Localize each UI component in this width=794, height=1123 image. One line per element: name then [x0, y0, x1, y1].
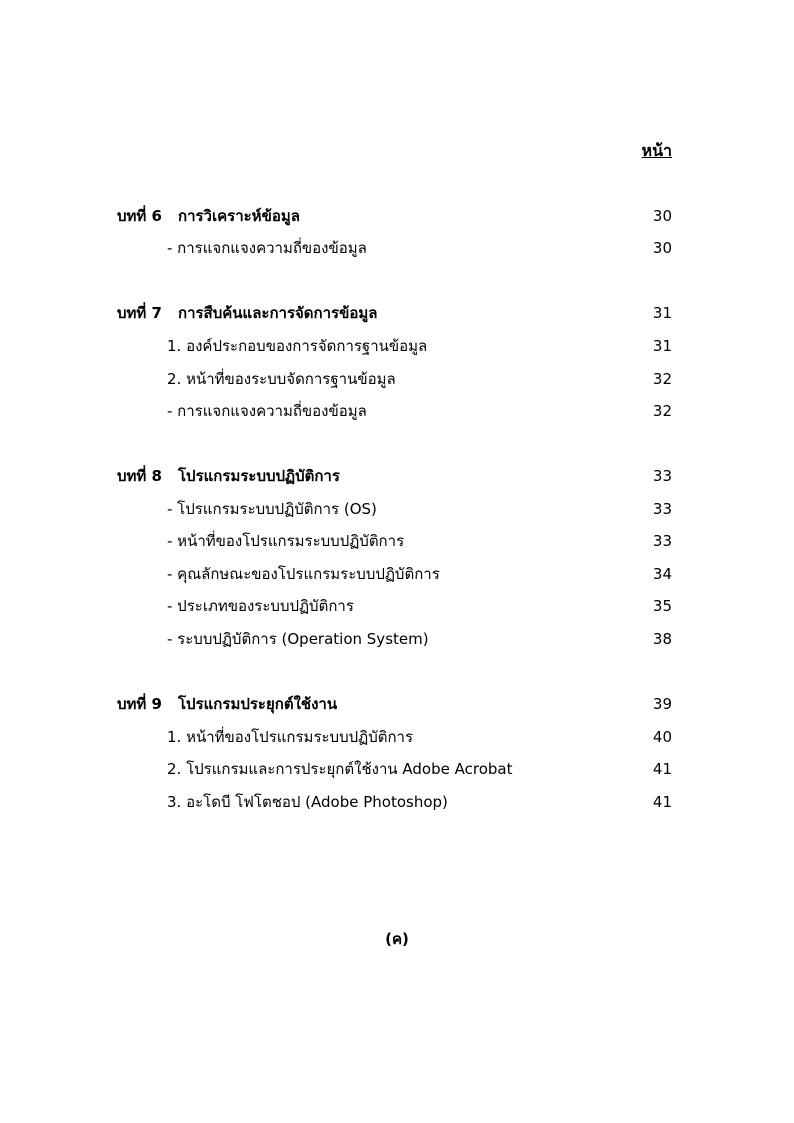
entry-title: - หน้าที่ของโปรแกรมระบบปฏิบัติการ	[167, 532, 405, 550]
entry-page-number: 35	[652, 597, 672, 615]
entry-title: การวิเคราะห์ข้อมูล	[178, 207, 300, 225]
entry-title: โปรแกรมประยุกต์ใช้งาน	[178, 695, 338, 713]
entry-title: - การแจกแจงความถี่ของข้อมูล	[167, 239, 367, 257]
toc-item-row	[0, 595, 794, 617]
entry-page-number: 39	[652, 695, 672, 713]
toc-chapter-row	[0, 465, 794, 487]
toc-chapter-row	[0, 693, 794, 715]
entry-title: - คุณลักษณะของโปรแกรมระบบปฏิบัติการ	[167, 565, 440, 583]
entry-page-number: 30	[652, 239, 672, 257]
entry-page-number: 33	[652, 467, 672, 485]
entry-title: - ประเภทของระบบปฏิบัติการ	[167, 597, 354, 615]
toc-item-row	[0, 791, 794, 813]
toc-item-row	[0, 758, 794, 780]
entry-page-number: 33	[652, 532, 672, 550]
entry-page-number: 31	[652, 304, 672, 322]
entry-page-number: 32	[652, 402, 672, 420]
entry-page-number: 33	[652, 500, 672, 518]
toc-item-row	[0, 530, 794, 552]
toc-item-row	[0, 628, 794, 650]
entry-title: 1. หน้าที่ของโปรแกรมระบบปฏิบัติการ	[167, 728, 414, 746]
toc-item-row	[0, 498, 794, 520]
entry-page-number: 31	[652, 337, 672, 355]
toc-chapter-row	[0, 302, 794, 324]
entry-page-number: 38	[652, 630, 672, 648]
entry-title: 1. องค์ประกอบของการจัดการฐานข้อมูล	[167, 337, 428, 355]
entry-title: 3. อะโดบี โฟโตชอป (Adobe Photoshop)	[167, 793, 448, 811]
entry-title: การสืบค้นและการจัดการข้อมูล	[178, 304, 378, 322]
toc-chapter-row	[0, 205, 794, 227]
entry-title: - การแจกแจงความถี่ของข้อมูล	[167, 402, 367, 420]
entry-title: - โปรแกรมระบบปฏิบัติการ (OS)	[167, 500, 377, 518]
toc-item-row	[0, 726, 794, 748]
toc-item-row	[0, 237, 794, 259]
toc-item-row	[0, 335, 794, 357]
entry-page-number: 41	[652, 793, 672, 811]
page-number-footer: (ค)	[385, 930, 409, 948]
entry-page-number: 34	[652, 565, 672, 583]
page-column-header: หน้า	[641, 141, 672, 160]
entry-title: 2. โปรแกรมและการประยุกต์ใช้งาน Adobe Acrobat	[167, 760, 513, 778]
chapter-label: บทที่ 8	[117, 467, 162, 485]
chapter-label: บทที่ 7	[117, 304, 162, 322]
entry-page-number: 41	[652, 760, 672, 778]
chapter-label: บทที่ 9	[117, 695, 162, 713]
toc-item-row	[0, 563, 794, 585]
entry-title: - ระบบปฏิบัติการ (Operation System)	[167, 630, 429, 648]
entry-page-number: 40	[652, 728, 672, 746]
toc-item-row	[0, 368, 794, 390]
entry-page-number: 30	[652, 207, 672, 225]
entry-title: 2. หน้าที่ของระบบจัดการฐานข้อมูล	[167, 370, 396, 388]
entry-title: โปรแกรมระบบปฏิบัติการ	[178, 467, 340, 485]
chapter-label: บทที่ 6	[117, 207, 162, 225]
entry-page-number: 32	[652, 370, 672, 388]
toc-item-row	[0, 400, 794, 422]
